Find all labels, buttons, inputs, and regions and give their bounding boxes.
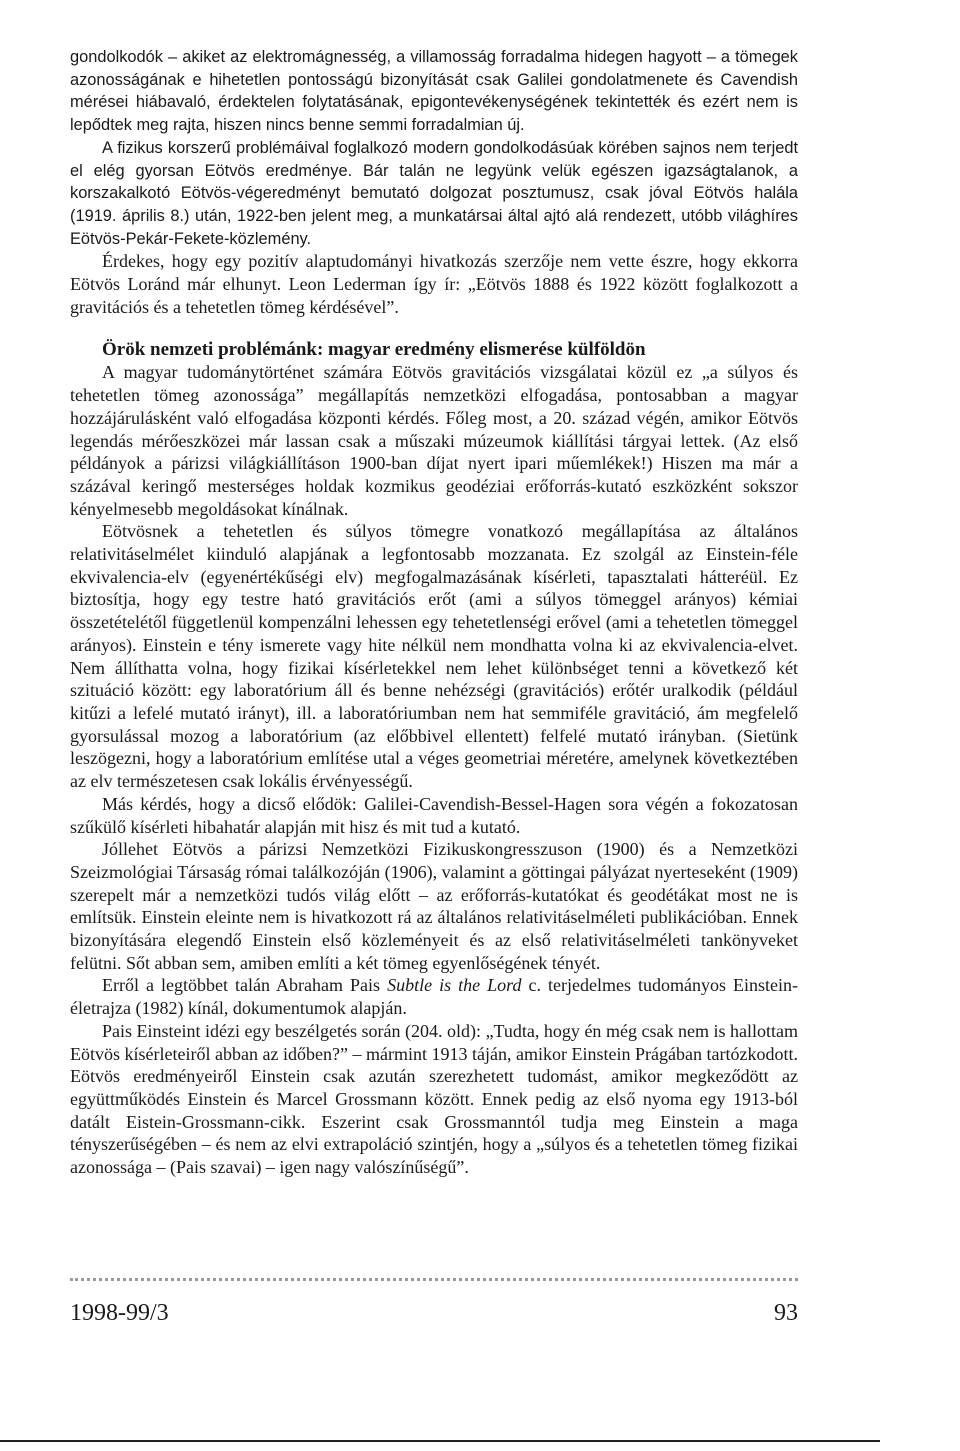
book-title: Subtle is the Lord (387, 975, 522, 996)
paragraph-2: A fizikus korszerű problémáival foglalkozó modern gondolkodásúak körében sajnos nem terjedt el elég gyorsan Eötvös eredménye. Bár talán ne legyünk velük egészen igazságtalanok, a korszakalkotó Eötvös-végeredményt bemutató dolgozat posztumusz, csak jóval Eötvös halála (1919. április 8.) után, 1922-ben jelent meg, a munkatársai által ajtó alá rendezett, utóbb világhíres Eötvös-Pekár-Fekete-közlemény. (70, 138, 798, 248)
paragraph-3: Érdekes, hogy egy pozitív alaptudományi hivatkozás szerzője nem vette észre, hogy ekkorra Eötvös Loránd már elhunyt. Leon Lederman így ír: „Eötvös 1888 és 1922 között foglalkozott a gravitációs és a tehetetlen tömeg kérdésével”. (70, 251, 798, 317)
paragraph-8 (70, 974, 798, 1019)
article-body (70, 46, 798, 1179)
paragraph-5: Eötvösnek a tehetetlen és súlyos tömegre vonatkozó megállapítása az általános relativitáselmélet kiinduló alapjának a legfontosabb mozzanata. Ez szolgál az Einstein-féle ekvivalencia-elv (egyenértékűségi elv) megfogalmazásának kísérleti, tapasztalati hátteréül. Ez biztosítja, hogy egy testre ható gravitációs erőt (ami a súlyos tömeggel arányos) kémiai összetételétől függetlenül kompenzálni lehessen egy tehetetlenségi erővel (ami a tehetetlen tömeggel arányos). Einstein e tény ismerete vagy hite nélkül nem mondhatta volna ki az ekvivalencia-elvet. Nem állíthatta volna, hogy fizikai kísérletekkel nem lehet különbséget tenni a következő két szituáció között: egy laboratórium áll és benne nehézségi (gravitációs) erőtér uralkodik (például kitűzi a lefelé mutató irányt), ill. a laboratóriumban nem hat semmiféle gravitáció, ám megfelelő gyorsulással mozog a laboratórium (az előbbivel ellentett) felfelé mutató irányban. (Sietünk leszögezni, hogy a laboratórium említése utal a véges geometriai méretére, amelynek következtében az elv természetesen csak lokális érvényességű. (70, 521, 798, 792)
section-heading: Örök nemzeti problémánk: magyar eredmény elismerése külföldön (102, 339, 646, 361)
paragraph-8-tail: c. terjedelmes tudományos Einstein-életrajza (1982) kínál, dokumentumok alapján. (70, 975, 798, 1019)
paragraph-9: Pais Einsteint idézi egy beszélgetés során (204. old): „Tudta, hogy én még csak nem is hallottam Eötvös kísérleteiről abban az időben?” – mármint 1913 táján, amikor Einstein Prágában tartózkodott. Eötvös eredményeiről Einstein csak azután szerezhetett tudomást, amikor megkeződött az együttműködés Einstein és Marcel Grossmann között. Ennek pedig az első nyoma egy 1913-ból datált Eistein-Grossmann-cikk. Eszerint csak Grossmanntól tudja meg Einstein a maga tényszerűségében – és nem az elvi extrapoláció szintjén, hogy a „súlyos és a tehetetlen tömeg fizikai azonossága – (Pais szavai) – igen nagy valószínűségű”. (70, 1020, 798, 1178)
issue-number: 1998-99/3 (70, 1300, 169, 1326)
footer-divider (70, 1278, 798, 1281)
paragraph-7: Jóllehet Eötvös a párizsi Nemzetközi Fizikuskongresszuson (1900) és a Nemzetközi Szeizmológiai Társaság római találkozóján (1906), valamint a göttingai pályázat nyerteseként (1909) szerepelt már a nemzetközi tudós világ előtt – az erőforrás-kutatókat és geodétákat most ne is említsük. Einstein eleinte nem is hivatkozott rá az általános relativitáselméleti publikációban. Ennek bizonyítására elegendő Einstein első közleményeit és az első relativitáselméleti tankönyveket felütni. Sőt abban sem, amiben említi a két tömeg egyenlőségének tényét. (70, 839, 798, 973)
scan-edge-line (0, 1440, 880, 1442)
paragraph-1: gondolkodók – akiket az elektromágnesség, a villamosság forradalma hidegen hagyott – a tömegek azonosságának e hihetetlen pontosságú bizonyítását csak Galilei gondolatmenete és Cavendish mérései hiábavaló, érdektelen folytatásának, epigontevékenységének tekintették és ezért nem is lepődtek meg rajta, hiszen nincs benne semmi forradalmian új. (70, 48, 798, 135)
paragraph-6: Más kérdés, hogy a dicső elődök: Galilei-Cavendish-Bessel-Hagen sora végén a fokozatosan szűkülő kísérleti hibahatár alapján mit hisz és mit tud a kutató. (70, 793, 798, 837)
page-number: 93 (774, 1300, 798, 1326)
paragraph-4: A magyar tudománytörténet számára Eötvös gravitációs vizsgálatai közül ez „a súlyos és tehetetlen tömeg azonossága” megállapítás nemzetközi elfogadása, pontosabban a magyar hozzájárulásként való elfogadása központi kérdés. Főleg most, a 20. század végén, amikor Eötvös legendás mérőeszközei már lassan csak a műszaki múzeumok kiállítási tárgyai lettek. (Az első példányok a párizsi világkiállításon 1900-ban díjat nyert ipari műemlékek!) Hiszen ma már a százával keringő mesterséges holdak kozmikus geodéziai erőforrás-kutató eszközként sokszor kényelmesebb megoldásokat kínálnak. (70, 362, 798, 519)
paragraph-8-lead: Erről a legtöbbet talán Abraham Pais (102, 975, 388, 996)
